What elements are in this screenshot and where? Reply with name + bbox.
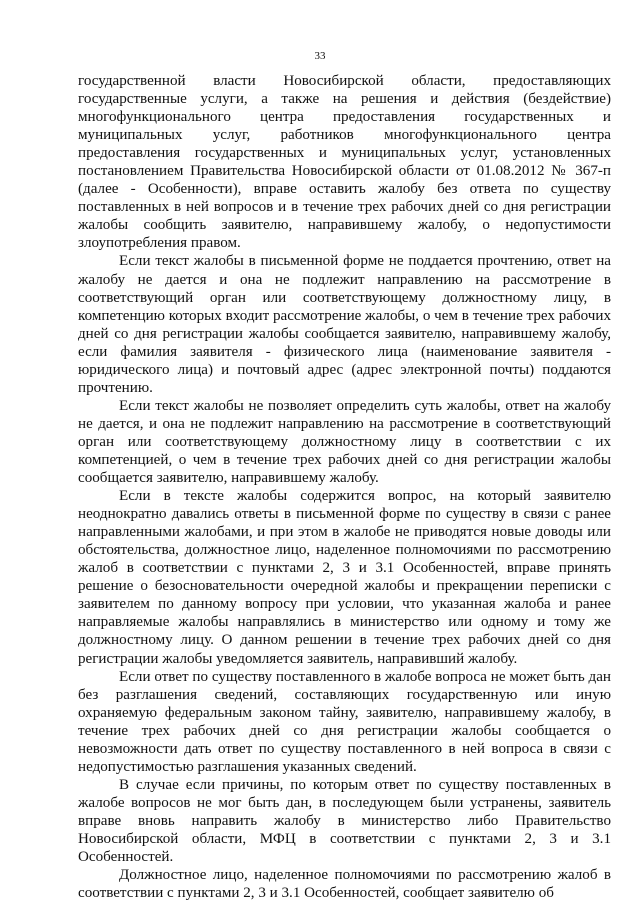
- paragraph-undefined-essence: Если текст жалобы не позволяет определить суть жалобы, ответ на жалобу не дается, и она не подлежит направлению на рассмотрение в соответствующий орган или соответствующему должностному лицу в соответствии с их компетенцией, о чем в течение трех рабочих дней со дня регистрации жалобы сообщается заявителю, направившему жалобу.: [78, 397, 611, 487]
- paragraph-resubmission: В случае если причины, по которым ответ по существу поставленных в жалобе вопросов не мог быть дан, в последующем были устранены, заявитель вправе вновь направить жалобу в министерство либо Правительство Новосибирской области, МФЦ в соответствии с пунктами 2, 3 и 3.1 Особенностей.: [78, 776, 611, 866]
- paragraph-unreadable-text: Если текст жалобы в письменной форме не поддается прочтению, ответ на жалобу не дается и она не подлежит направлению на рассмотрение в соответствующий орган или соответствующему должностному лицу, в компетенцию которых входит рассмотрение жалобы, о чем в течение трех рабочих дней со дня регистрации жалобы сообщается заявителю, направившему жалобу, если фамилия заявителя - физического лица (наименование заявителя - юридического лица) и почтовый адрес (адрес электронной почты) поддаются прочтению.: [78, 253, 611, 396]
- paragraph-repeated-question: Если в тексте жалобы содержится вопрос, на который заявителю неоднократно давались ответы в письменной форме по существу в связи с ранее направленными жалобами, и при этом в жалобе не приводятся новые доводы или обстоятельства, должностное лицо, наделенное полномочиями по рассмотрению жалоб в соответствии с пунктами 2, 3 и 3.1 Особенностей, вправе принять решение о безосновательности очередной жалобы и прекращении переписки с заявителем по данному вопросу при условии, что указанная жалоба и ранее направляемые жалобы направлялись в министерство или одному и тому же должностному лицу. О данном решении в течение трех рабочих дней со дня регистрации жалобы уведомляется заявитель, направивший жалобу.: [78, 488, 611, 667]
- document-body: [78, 72, 611, 902]
- paragraph-official-notification: Должностное лицо, наделенное полномочиями по рассмотрению жалоб в соответствии с пунктами 2, 3 и 3.1 Особенностей, сообщает заявителю об: [78, 867, 611, 902]
- paragraph-secret-information: Если ответ по существу поставленного в жалобе вопроса не может быть дан без разглашения сведений, составляющих государственную или иную охраняемую федеральным законом тайну, заявителю, направившему жалобу, в течение трех рабочих дней со дня регистрации жалобы сообщается о невозможности дать ответ по существу поставленного в ней вопроса в связи с недопустимостью разглашения указанных сведений.: [78, 668, 611, 775]
- page-number: 33: [314, 50, 326, 62]
- paragraph-continuation: государственной власти Новосибирской области, предоставляющих государственные услуги, а также на решения и действия (бездействие) многофункционального центра предоставления государственных и муниципальных услуг, работников многофункционального центра предоставления государственных и муниципальных услуг, установленных постановлением Правительства Новосибирской области от 01.08.2012 № 367-п (далее - Особенности), вправе оставить жалобу без ответа по существу поставленных в ней вопросов и в течение трех рабочих дней со дня регистрации жалобы сообщить заявителю, направившему жалобу, о недопустимости злоупотребления правом.: [78, 73, 611, 252]
